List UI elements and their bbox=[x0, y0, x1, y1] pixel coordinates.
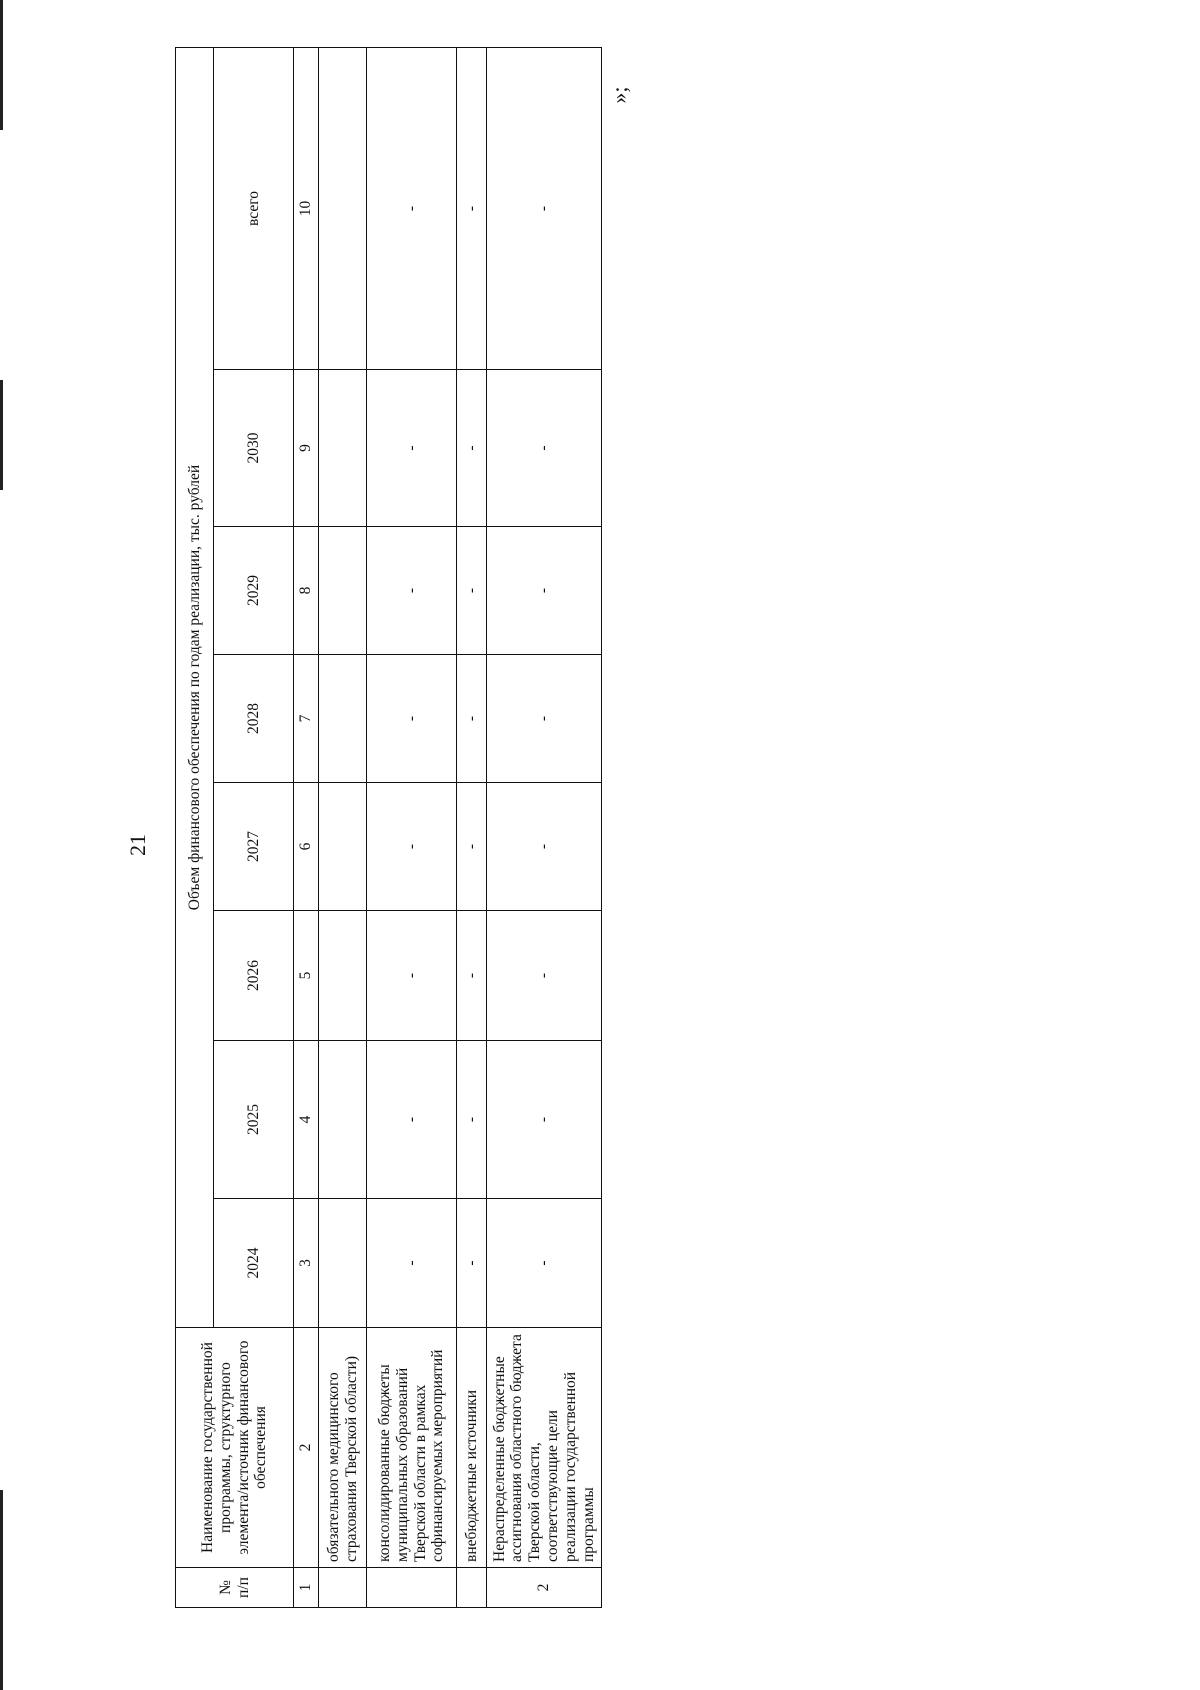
row-value: - bbox=[487, 783, 602, 911]
row-num bbox=[367, 1568, 457, 1608]
header-year: 2024 bbox=[214, 1199, 294, 1328]
row-value: - bbox=[367, 911, 457, 1041]
header-year: 2027 bbox=[214, 783, 294, 911]
column-number: 7 bbox=[294, 655, 319, 783]
column-number: 4 bbox=[294, 1041, 319, 1199]
scan-edge-mark-bottom bbox=[0, 1490, 3, 1690]
row-num bbox=[319, 1568, 367, 1608]
row-value bbox=[319, 783, 367, 911]
row-value: - bbox=[367, 370, 457, 527]
page-number: 21 bbox=[125, 834, 150, 856]
row-value: - bbox=[487, 911, 602, 1041]
row-name: Нераспределенные бюджетные ассигнования областного бюджета Тверской области, соответствующие цели реализации государственной программы bbox=[487, 1328, 602, 1568]
column-number: 10 bbox=[294, 48, 319, 370]
table-row bbox=[367, 48, 457, 1608]
row-value bbox=[319, 1199, 367, 1328]
row-name: консолидированные бюджеты муниципальных образований Тверской области в рамках софинансируемых мероприятий bbox=[367, 1328, 457, 1568]
table-row bbox=[319, 48, 367, 1608]
row-value bbox=[319, 370, 367, 527]
financing-table bbox=[175, 47, 602, 1608]
column-number: 3 bbox=[294, 1199, 319, 1328]
row-value: - bbox=[487, 370, 602, 527]
row-name: внебюджетные источники bbox=[457, 1328, 487, 1568]
row-value bbox=[319, 48, 367, 370]
row-value: - bbox=[487, 48, 602, 370]
row-value: - bbox=[457, 370, 487, 527]
column-number: 8 bbox=[294, 527, 319, 655]
header-total: всего bbox=[214, 48, 294, 370]
row-value bbox=[319, 911, 367, 1041]
financing-table-container bbox=[175, 88, 601, 1608]
row-value: - bbox=[367, 527, 457, 655]
row-num: 2 bbox=[487, 1568, 602, 1608]
row-value: - bbox=[487, 1199, 602, 1328]
header-volume: Объем финансового обеспечения по годам реализации, тыс. рублей bbox=[176, 48, 214, 1328]
header-year: 2025 bbox=[214, 1041, 294, 1199]
header-year: 2029 bbox=[214, 527, 294, 655]
row-name: обязательного медицинского страхования Тверской области) bbox=[319, 1328, 367, 1568]
header-num: № п/п bbox=[176, 1568, 294, 1608]
column-number: 2 bbox=[294, 1328, 319, 1568]
column-number: 1 bbox=[294, 1568, 319, 1608]
scan-edge-mark-top bbox=[0, 0, 3, 130]
row-value: - bbox=[487, 655, 602, 783]
row-value: - bbox=[457, 655, 487, 783]
row-num bbox=[457, 1568, 487, 1608]
row-value: - bbox=[367, 48, 457, 370]
row-value: - bbox=[457, 911, 487, 1041]
column-number: 5 bbox=[294, 911, 319, 1041]
row-value: - bbox=[457, 783, 487, 911]
row-value: - bbox=[367, 1199, 457, 1328]
header-year: 2030 bbox=[214, 370, 294, 527]
row-value: - bbox=[457, 1199, 487, 1328]
row-value bbox=[319, 655, 367, 783]
row-value: - bbox=[367, 783, 457, 911]
row-value: - bbox=[367, 1041, 457, 1199]
row-value: - bbox=[487, 1041, 602, 1199]
header-year: 2026 bbox=[214, 911, 294, 1041]
row-value: - bbox=[367, 655, 457, 783]
row-value bbox=[319, 1041, 367, 1199]
row-value: - bbox=[457, 1041, 487, 1199]
header-name: Наименование государственной программы, структурного элемента/источник финансового обеспечения bbox=[176, 1328, 294, 1568]
column-number: 6 bbox=[294, 783, 319, 911]
closing-quote-mark: »; bbox=[606, 86, 632, 104]
row-value: - bbox=[457, 48, 487, 370]
table-row bbox=[487, 48, 602, 1608]
row-value bbox=[319, 527, 367, 655]
header-year: 2028 bbox=[214, 655, 294, 783]
row-value: - bbox=[487, 527, 602, 655]
column-number: 9 bbox=[294, 370, 319, 527]
table-row bbox=[457, 48, 487, 1608]
row-value: - bbox=[457, 527, 487, 655]
scan-edge-mark-middle bbox=[0, 380, 3, 490]
